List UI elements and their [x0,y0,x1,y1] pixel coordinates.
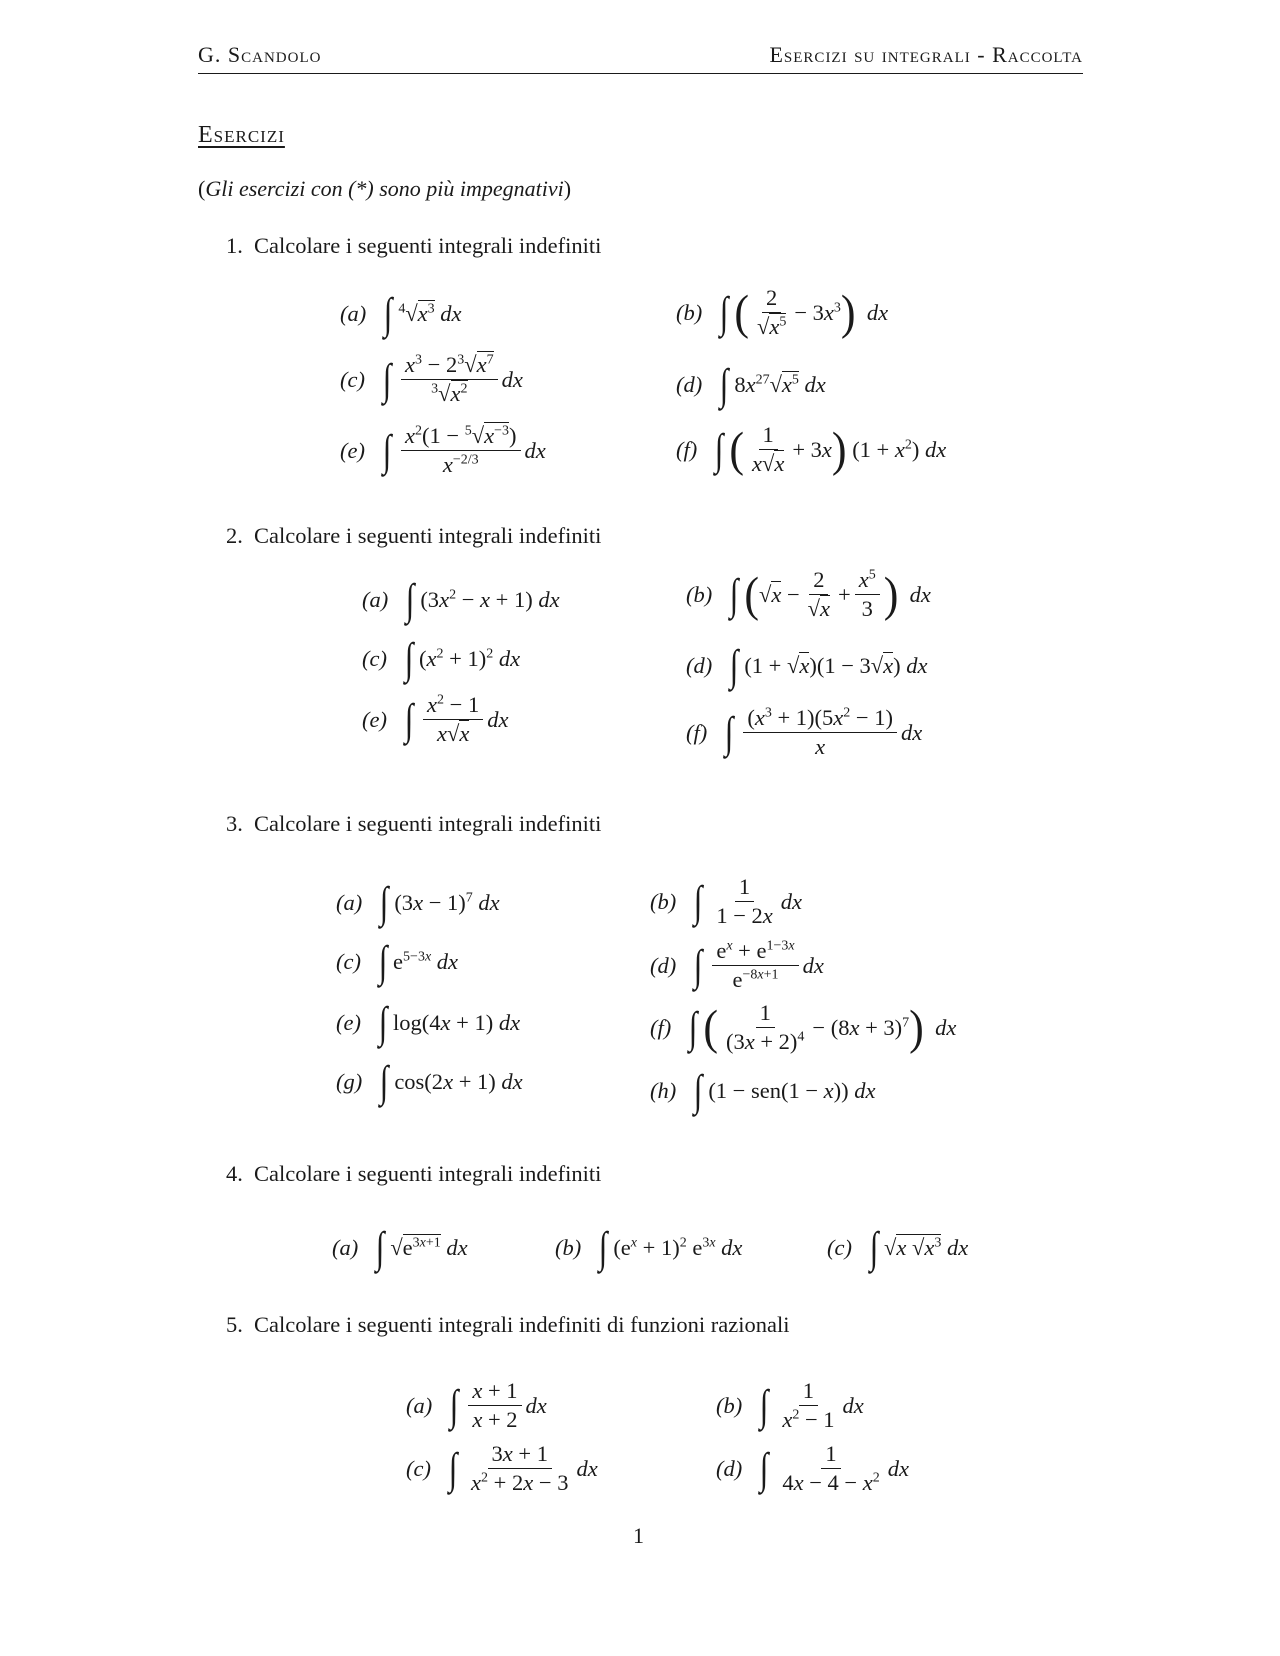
exercise-2d: (d) ∫ (1 + √x)(1 − 3√x) dx [686,641,928,690]
exercise-3h: (h) ∫ (1 − sen(1 − x)) dx [650,1066,876,1115]
exercise-4c: (c) ∫ √x $√x^3$ dx [827,1223,969,1272]
exercise-4a: (a) ∫ $√e^{3x+1}$ dx [332,1223,468,1272]
exercise-2a: (a) ∫ $(3x^2 - x + 1)$ dx [362,575,560,624]
exercise-2f: (f) ∫ $\frac{(x^3 + 1)(5x^2 - 1)}{x}$ dx [686,705,923,759]
header-rule [198,73,1083,74]
section-title: Esercizi [198,122,285,148]
question-5: 5. Calcolare i seguenti integrali indefiniti di funzioni razionali [226,1312,790,1337]
header-title: Esercizi su integrali - Raccolta [769,42,1083,67]
header-author: G. Scandolo [198,42,322,67]
page-number: 1 [633,1523,644,1548]
exercise-3f: (f) ∫ ( $\frac{1}{(3x + 2)^4}$ − $(8x + 3)^7$ ) dx [650,1000,957,1055]
exercise-3e: (e) ∫ log(4x + 1) dx [336,998,521,1047]
exercise-3c: (c) ∫ $e^{5-3x}$ dx [336,937,459,986]
exercise-5b: (b) ∫ $\frac{1}{x^2 - 1}$ dx [716,1378,864,1432]
exercise-3g: (g) ∫ cos(2x + 1) dx [336,1057,523,1106]
exercise-2c: (c) ∫ $(x^2 + 1)^2$ dx [362,634,521,683]
exercise-5a: (a) ∫ $\frac{x + 1}{x + 2}$ dx [406,1378,547,1432]
difficulty-note: (Gli esercizi con (*) sono più impegnativi) [198,176,572,201]
exercise-1a: (a) ∫ $^4√x^3$ dx [340,289,462,338]
exercise-1f: (f) ∫ ( $\frac{1}{x√x}$ + 3x ) $(1 + x^2)$ dx [676,422,947,477]
question-4: 4. Calcolare i seguenti integrali indefiniti [226,1161,602,1186]
exercise-2e: (e) ∫ $\frac{x^2 - 1}{x√x}$ dx [362,692,509,746]
exercise-1e: (e) ∫ $\frac{x^2(1 - ^5√x^{-3})}{x^{-2/3}}$ dx [340,423,546,477]
exercise-2b: (b) ∫ ( √x − $\frac{2}{√x}$ + $\frac{x^5}{3}$ ) dx [686,567,931,622]
exercise-5c: (c) ∫ $\frac{3x + 1}{x^2 + 2x - 3}$ dx [406,1441,598,1495]
question-1: 1. Calcolare i seguenti integrali indefiniti [226,233,602,258]
question-3: 3. Calcolare i seguenti integrali indefiniti [226,811,602,836]
exercise-1d: (d) ∫ $8x^{27}√x^5$ dx [676,360,826,409]
exercise-1b: (b) ∫ ( $\frac{2}{√x^5}$ − $3x^3$ ) dx [676,285,889,340]
exercise-5d: (d) ∫ $\frac{1}{4x - 4 - x^2}$ dx [716,1441,909,1495]
exercise-1c: (c) ∫ $\frac{x^3 - 2^3√x^7}{^3√x^2}$ dx [340,352,523,406]
exercise-3d: (d) ∫ $\frac{e^x + e^{1-3x}}{e^{-8x+1}}$ dx [650,938,824,992]
exercise-3b: (b) ∫ $\frac{1}{1 - 2x}$ dx [650,874,803,928]
question-2: 2. Calcolare i seguenti integrali indefiniti [226,523,602,548]
exercise-3a: (a) ∫ $(3x - 1)^7$ dx [336,878,500,927]
exercise-4b: (b) ∫ $(e^x + 1)^2$ $e^{3x}$ dx [555,1223,743,1272]
